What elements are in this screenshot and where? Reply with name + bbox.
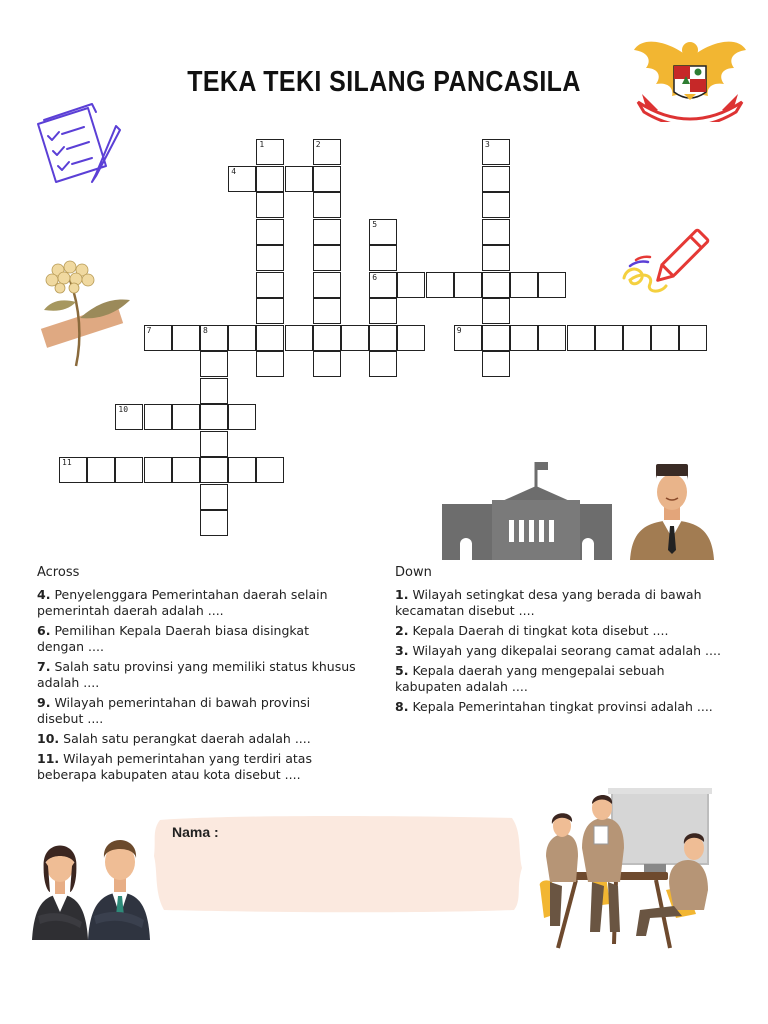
across-clues: [37, 565, 357, 787]
crossword-cell[interactable]: [538, 272, 566, 298]
crossword-cell[interactable]: [256, 139, 284, 165]
clue-across-4: 4. Penyelenggara Pemerintahan daerah selain pemerintah daerah adalah ....: [37, 587, 328, 618]
crossword-cell[interactable]: [369, 298, 397, 324]
crossword-cell[interactable]: [172, 404, 200, 430]
crossword-cell[interactable]: [256, 351, 284, 377]
crossword-cell-number: 2: [315, 140, 321, 149]
crossword-cell[interactable]: [482, 351, 510, 377]
crossword-cell[interactable]: [144, 325, 172, 351]
crossword-cell[interactable]: [200, 404, 228, 430]
crossword-cell[interactable]: [256, 325, 284, 351]
crossword-cell-number: 10: [118, 405, 129, 414]
crossword-cell-number: 5: [372, 219, 378, 229]
crossword-cell[interactable]: [482, 192, 510, 218]
crossword-cell[interactable]: [510, 325, 538, 351]
crossword-cell[interactable]: [426, 272, 454, 298]
business-people: [30, 812, 152, 940]
crossword-cell[interactable]: [313, 219, 341, 245]
clue-across-6: 6. Pemilihan Kepala Daerah biasa disingkat dengan ....: [37, 623, 309, 654]
crossword-cell[interactable]: [172, 457, 200, 483]
crossword-cell[interactable]: [256, 192, 284, 218]
crossword-cell[interactable]: [679, 325, 707, 351]
crossword-cell[interactable]: [397, 325, 425, 351]
crossword-cell[interactable]: [567, 325, 595, 351]
down-clues: [395, 565, 725, 719]
meeting-illustration: [536, 786, 722, 950]
crossword-cell-number: 1: [259, 140, 265, 149]
crossword-cell-number: 11: [62, 458, 72, 467]
crossword-cell[interactable]: [482, 166, 510, 192]
clue-down-5: 5. Kepala daerah yang mengepalai sebuah kabupaten adalah ....: [395, 663, 665, 694]
clue-across-9: 9. Wilayah pemerintahan di bawah provinsi disebut ....: [37, 695, 311, 726]
crossword-cell[interactable]: [595, 325, 623, 351]
crossword-cell[interactable]: [256, 219, 284, 245]
crossword-cell[interactable]: [341, 325, 369, 351]
crossword-cell[interactable]: [313, 166, 341, 192]
crossword-cell[interactable]: [313, 272, 341, 298]
crossword-cell[interactable]: [200, 431, 228, 457]
official-portrait: [626, 460, 718, 560]
crossword-cell[interactable]: [256, 272, 284, 298]
crossword-cell-number: 9: [456, 325, 462, 335]
clue-down-3: 3. Wilayah yang dikepalai seorang camat adalah ....: [395, 643, 721, 658]
crossword-cell[interactable]: [200, 351, 228, 377]
crossword-cell[interactable]: [285, 166, 313, 192]
clue-across-7: 7. Salah satu provinsi yang memiliki status khusus adalah ....: [37, 659, 356, 690]
crossword-cell[interactable]: [369, 325, 397, 351]
crossword-cell[interactable]: [172, 325, 200, 351]
crossword-cell[interactable]: [228, 404, 256, 430]
crossword-cell[interactable]: [200, 378, 228, 404]
crossword-cell[interactable]: [144, 404, 172, 430]
crossword-cell-number: 7: [146, 325, 152, 335]
crossword-cell[interactable]: [454, 325, 482, 351]
crossword-cell[interactable]: [87, 457, 115, 483]
crossword-cell[interactable]: [200, 484, 228, 510]
crossword-cell[interactable]: [482, 272, 510, 298]
crossword-cell[interactable]: [256, 245, 284, 271]
clue-down-8: 8. Kepala Pemerintahan tingkat provinsi adalah ....: [395, 699, 713, 714]
down-heading: Down: [395, 565, 432, 580]
crossword-cell[interactable]: [369, 272, 397, 298]
crossword-cell[interactable]: [200, 325, 228, 351]
crossword-cell[interactable]: [369, 219, 397, 245]
crossword-cell[interactable]: [454, 272, 482, 298]
clue-down-1: 1. Wilayah setingkat desa yang berada di bawah kecamatan disebut ....: [395, 587, 702, 618]
crossword-cell[interactable]: [369, 351, 397, 377]
name-label: Nama :: [172, 824, 219, 840]
crossword-cell[interactable]: [228, 457, 256, 483]
crossword-cell[interactable]: [482, 139, 510, 165]
clue-across-10: 10. Salah satu perangkat daerah adalah ....: [37, 731, 311, 746]
across-heading: Across: [37, 565, 80, 580]
crossword-cell[interactable]: [256, 298, 284, 324]
crossword-cell[interactable]: [115, 404, 143, 430]
crossword-cell-number: 3: [485, 140, 490, 149]
crossword-cell[interactable]: [200, 510, 228, 536]
crossword-cell[interactable]: [313, 325, 341, 351]
crossword-cell[interactable]: [144, 457, 172, 483]
crossword-cell[interactable]: [482, 245, 510, 271]
crossword-cell[interactable]: [256, 457, 284, 483]
crossword-cell-number: 8: [203, 325, 208, 335]
crossword-cell[interactable]: [313, 298, 341, 324]
crossword-cell[interactable]: [623, 325, 651, 351]
crossword-cell[interactable]: [59, 457, 87, 483]
crossword-cell[interactable]: [256, 166, 284, 192]
crossword-cell-number: 4: [231, 166, 237, 176]
government-building: [442, 460, 614, 560]
crossword-cell[interactable]: [313, 351, 341, 377]
clue-down-2: 2. Kepala Daerah di tingkat kota disebut ....: [395, 623, 669, 638]
crossword-cell[interactable]: [200, 457, 228, 483]
crossword-cell[interactable]: [482, 325, 510, 351]
crossword-cell[interactable]: [115, 457, 143, 483]
page-title: TEKA TEKI SILANG PANCASILA: [187, 66, 581, 98]
clue-across-11: 11. Wilayah pemerintahan yang terdiri atas beberapa kabupaten atau kota disebut ....: [37, 751, 312, 782]
crossword-cell[interactable]: [397, 272, 425, 298]
crossword-cell[interactable]: [313, 139, 341, 165]
crossword-cell[interactable]: [510, 272, 538, 298]
crossword-cell[interactable]: [313, 192, 341, 218]
crossword-cell[interactable]: [313, 245, 341, 271]
crossword-cell-number: 6: [372, 272, 378, 282]
crossword-cell[interactable]: [651, 325, 679, 351]
crossword-cell[interactable]: [482, 298, 510, 324]
crossword-cell[interactable]: [369, 245, 397, 271]
crossword-cell[interactable]: [285, 325, 313, 351]
crossword-cell[interactable]: [228, 166, 256, 192]
crossword-cell[interactable]: [228, 325, 256, 351]
crossword-cell[interactable]: [538, 325, 566, 351]
crossword-cell[interactable]: [482, 219, 510, 245]
